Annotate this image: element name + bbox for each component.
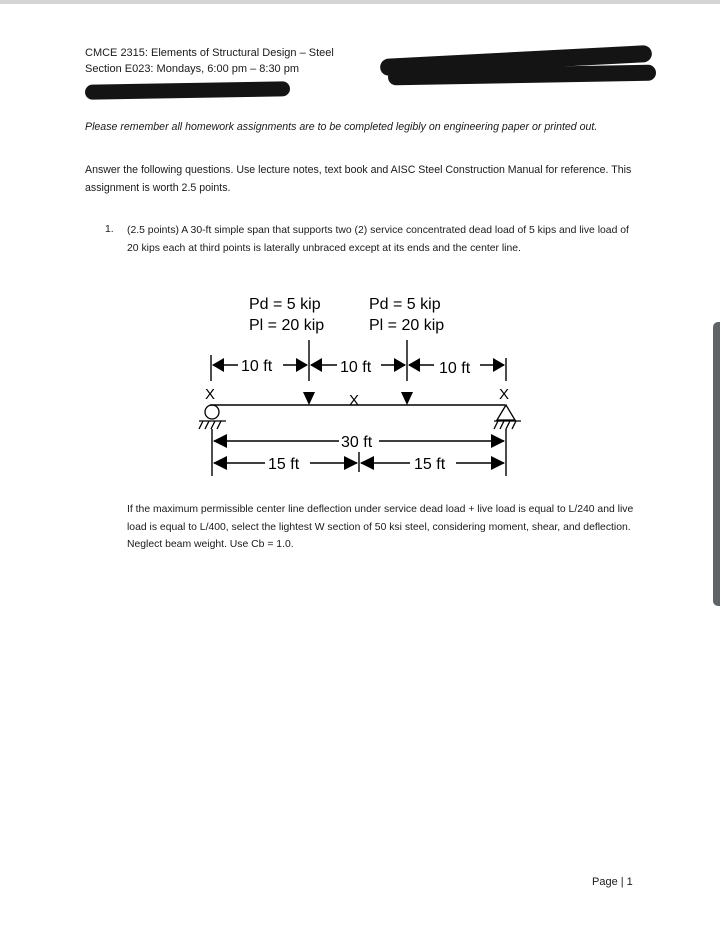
segment-3-label: 10 ft	[439, 360, 471, 377]
question-number: 1.	[105, 224, 114, 235]
load1-arrow	[303, 392, 315, 405]
load2-dead-label: Pd = 5 kip	[369, 296, 441, 313]
brace-right-mark: X	[499, 386, 510, 403]
load1-dead-label: Pd = 5 kip	[249, 296, 321, 313]
segment-2-label: 10 ft	[340, 359, 372, 376]
course-title: CMCE 2315: Elements of Structural Design – Steel	[85, 47, 334, 59]
span-total-label: 30 ft	[341, 434, 373, 451]
question-text: (2.5 points) A 30-ft simple span that supports two (2) service concentrated dead load of 5 kips and live load of 20 kips each at third points is laterally unbraced except at its ends and the center line.	[127, 225, 629, 254]
question-followup: If the maximum permissible center line deflection under service dead load + live load is equal to L/240 and live load is equal to L/400, select the lightest W section of 50 ksi steel, considering moment, shear, and deflection. Neglect beam weight. Use Cb = 1.0.	[127, 504, 634, 551]
section-info: Section E023: Mondays, 6:00 pm – 8:30 pm	[85, 63, 300, 75]
segment-1-label: 10 ft	[241, 358, 273, 375]
pin-support-right	[494, 405, 521, 429]
load1-live-label: Pl = 20 kip	[249, 317, 325, 334]
roller-support-left	[199, 405, 226, 429]
brace-left-mark: X	[205, 386, 216, 403]
load2-live-label: Pl = 20 kip	[369, 317, 445, 334]
instructions: Answer the following questions. Use lecture notes, text book and AISC Steel Construction Manual for reference. This assignment is worth 2.5 points.	[85, 164, 632, 194]
load2-arrow	[401, 392, 413, 405]
scrollbar[interactable]	[713, 322, 720, 606]
half-span-right-label: 15 ft	[414, 456, 446, 473]
half-span-dimensions	[213, 452, 505, 472]
brace-center-mark: X	[349, 392, 360, 409]
half-span-left-label: 15 ft	[268, 456, 300, 473]
homework-note: Please remember all homework assignments are to be completed legibly on engineering paper or printed out.	[85, 121, 598, 133]
page-number: Page | 1	[592, 876, 633, 888]
